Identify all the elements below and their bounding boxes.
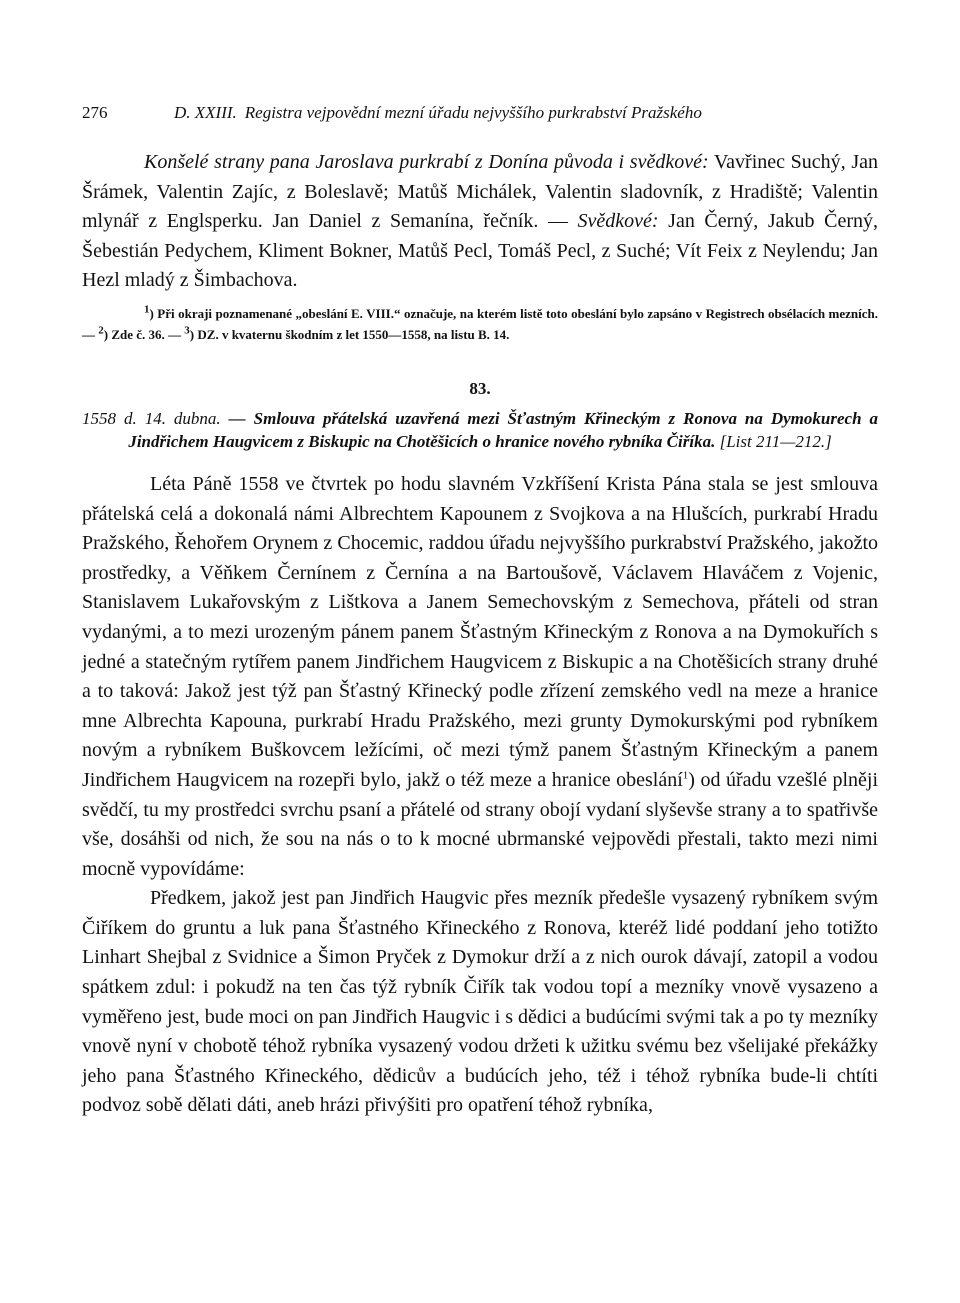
book-page	[82, 98, 878, 1121]
previous-entry-heading: Konšelé strany pana Jaroslava purkrabí z Donína původa i svědkové:	[144, 151, 709, 173]
witnesses-label: Svědkové:	[577, 210, 659, 233]
document-number: 83.	[469, 378, 491, 398]
previous-entry-text-1: Vavřinec Suchý, Jan Šrámek, Valentin Zajíc, z Boleslavě; Matůš Michálek, Valentin sladovník, z Hradiště; Valentin mlynář z Englsperku. Jan Daniel z Semanína, řečník. —	[82, 151, 879, 233]
body-paragraph-1-part-a: Léta Páně 1558 ve čtvrtek po hodu slavném Vzkříšení Krista Pána stala se jest smlouva přátelská celá a dokonalá námi Albrechtem Kapounem z Svojkova a na Hlušcích, purkrabí Hradu Pražského, Řehořem Orynem z Chocemic, raddou úřadu nejvyššího purkrabství Pražského, jakožto prostředky, a Věňkem Černínem z Černína a na Bartoušově, Václavem Hlaváčem z Vojenic, Stanislavem Lukařovským z Lištkova a Janem Semechovským z Semechova, přáteli od stran vydanými, a to mezi urozeným pánem panem Šťastným Křineckým z Ronova a na Dymokuřích s jedné a statečným rytířem panem Jindřichem Haugvicem z Biskupic a na Chotěšicích strany druhé a to taková: Jakož jest týž pan Šťastný Křinecký podle zřízení zemského vedl na meze a hranice mne Albrechta Kapouna, purkrabí Hradu Pražského, mezi grunty Dymokurskými pod rybníkem novým a rybníkem Buškovcem ležícími, oč mezi týmž panem Šťastným Křineckým a panem Jindřichem Haugvicem na rozepři bylo, jakž o též meze a hranice obeslání	[82, 472, 878, 791]
footnote-ref-1: 1	[682, 769, 689, 782]
section-number: D. XXIII.	[174, 103, 237, 122]
body-paragraph-1-part-b: od úřadu vzešlé plněji svědčí, tu my prostředci svrchu psaní a přátelé od strany obojí vydaní slyševše strany a to spatřivše vše, dosáhši od nich, že sou na nás o to k mocné ubrmanské vejpovědi přestali, takto mezi nimi mocně vypovídáme:	[82, 768, 878, 880]
document-heading	[82, 407, 878, 454]
document-body	[82, 470, 878, 1121]
footnote-mark-2: 2	[98, 324, 104, 337]
previous-entry-paragraph	[82, 148, 878, 296]
footnote-1-text: Při okraji poznamenané „obeslání E. VIII.“ označuje, na kterém listě toto obeslání bylo zapsáno v Registrech obsélacích mezních. —	[82, 305, 878, 342]
previous-entry-text-2: Jan Černý, Jakub Černý, Šebestián Pedychem, Kliment Bokner, Matůš Pecl, Tomáš Pecl, z Suché; Vít Feix z Neylendu; Jan Hezl mladý z Šimbachova.	[82, 210, 878, 292]
footnote-mark-1: 1	[144, 303, 150, 316]
body-paragraph-1: Léta Páně 1558 ve čtvrtek po hodu slavném Vzkříšení Krista Pána stala se jest smlouva přátelská celá a dokonalá námi Albrechtem Kapounem z Svojkova a na Hlušcích, purkrabí Hradu Pražského, Řehořem Orynem z Chocemic, raddou úřadu nejvyššího purkrabství Pražského, jakožto prostředky, a Věňkem Černínem z Černína a na Bartoušově, Václavem Hlaváčem z Vojenic, Stanislavem Lukařovským z Lištkova a Janem Semechovským z Semechova, přáteli od stran vydanými, a to mezi urozeným pánem panem Šťastným Křineckým z Ronova a na Dymokuřích s jedné a statečným rytířem panem Jindřichem Haugvicem z Biskupic a na Chotěšicích strany druhé a to taková: Jakož jest týž pan Šťastný Křinecký podle zřízení zemského vedl na meze a hranice mne Albrechta Kapouna, purkrabí Hradu Pražského, mezi grunty Dymokurskými pod rybníkem novým a rybníkem Buškovcem ležícími, oč mezi týmž panem Šťastným Křineckým a panem Jindřichem Haugvicem na rozepři bylo, jakž o též meze a hranice obeslání$^1$) od úřadu vzešlé plněji svědčí, tu my prostředci svrchu psaní a přátelé od strany obojí vydaní slyševše strany a to spatřivše vše, dosáhši od nich, že sou na nás o to k mocné ubrmanské vejpovědi přestali, takto mezi nimi mocně vypovídáme:	[82, 472, 878, 880]
running-head	[82, 98, 878, 128]
document-summary: — Smlouva přátelská uzavřená mezi Šťastným Křineckým z Ronova na Dymokurech a Jindřichem Haugvicem z Biskupic na Chotěšicích o hranice nového rybníka Čiříka.	[128, 408, 878, 452]
document-date: 1558 d. 14. dubna.	[82, 408, 221, 428]
section-title: Registra vejpovědní mezní úřadu nejvyššího purkrabství Pražského	[244, 103, 702, 122]
footnotes: $^1$) Při okraji poznamenané „obeslání E. VIII.“ označuje, na kterém listě toto obeslání bylo zapsáno v Registrech obsélacích mezních. — $^2$) Zde č. 36. — $^3$) DZ. v kvaternu škodním z let 1550—1558, na listu B. 14.	[82, 303, 878, 342]
document-source: [List 211—212.]	[715, 432, 832, 452]
footnote-3-text: DZ. v kvaternu škodním z let 1550—1558, na listu B. 14.	[194, 326, 510, 342]
body-paragraph-2: Předkem, jakož jest pan Jindřich Haugvic přes mezník předešle vysazený rybníkem svým Čiříkem do gruntu a luk pana Šťastného Křineckého z Ronova, kteréž lidé poddaní jeho totižto Linhart Shejbal z Svidnice a Šimon Pryček z Dymokur drží a z nich ourok dávají, zatopil a vodou spátkem zdul: i pokudž na ten čas týž rybník Čiřík tak vodou topí a mezníky vnově vysazeno a vyměřeno jest, bude moci on pan Jindřich Haugvic i s dědici a budúcími svými tak a po ty mezníky vnově nyní v chobotě téhož rybníka vysazený vodou držeti k užitku svému bez všelijaké překážky jeho pana Šťastného Křineckého, dědicův a budúcích jeho, též i téhož rybníka bude-li chtíti podvoz sobě dělati dáti, aneb hrázi přivýšiti pro opatření téhož rybníka,	[82, 887, 878, 1117]
page-number: 276	[82, 103, 108, 122]
running-title	[174, 98, 702, 128]
footnote-mark-3: 3	[184, 324, 190, 337]
footnote-2-text: Zde č. 36. —	[108, 326, 185, 342]
